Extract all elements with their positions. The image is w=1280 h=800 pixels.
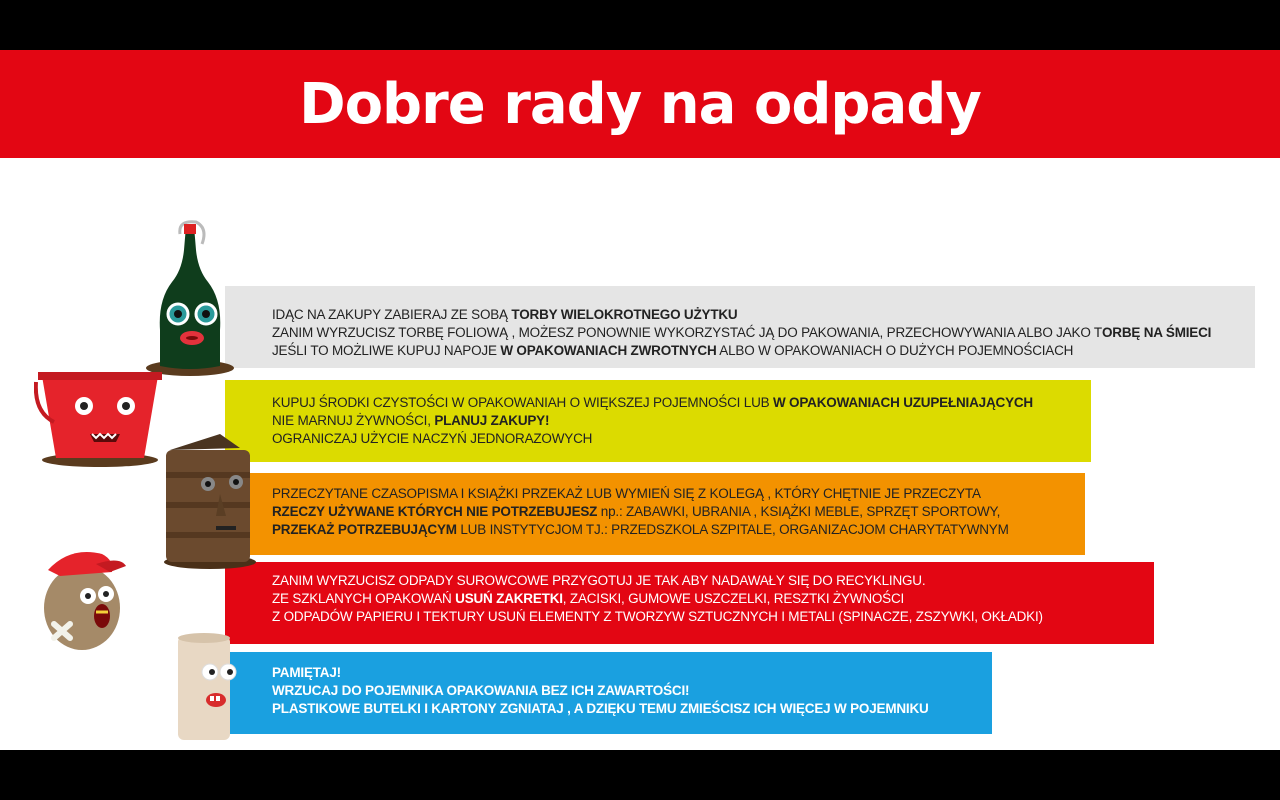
tip-text xyxy=(272,572,1043,626)
tip-line: PRZEKAŻ POTRZEBUJĄCYM LUB INSTYTYCJOM TJ.: PRZEDSZKOLA SZPITALE, ORGANIZACJOM CHARYTATYWNYM xyxy=(272,522,1009,537)
tip-line: PLASTIKOWE BUTELKI I KARTONY ZGNIATAJ , A DZIĘKU TEMU ZMIEŚCISZ ICH WIĘCEJ W POJEMNIKU xyxy=(272,701,929,716)
title-bar xyxy=(0,50,1280,158)
tip-text xyxy=(272,394,1033,448)
tip-line: ZANIM WYRZUCISZ TORBĘ FOLIOWĄ , MOŻESZ PONOWNIE WYKORZYSTAĆ JĄ DO PAKOWANIA, PRZECHOWYWANIA ALBO JAKO TORBĘ NA ŚMIECI xyxy=(272,325,1212,340)
bucket-character-icon xyxy=(34,362,166,468)
tip-text xyxy=(272,306,1211,360)
tip-text xyxy=(272,664,929,718)
tip-line: ZANIM WYRZUCISZ ODPADY SUROWCOWE PRZYGOTUJ JE TAK ABY NADAWAŁY SIĘ DO RECYKLINGU. xyxy=(272,573,926,588)
tip-line: JEŚLI TO MOŻLIWE KUPUJ NAPOJE W OPAKOWANIACH ZWROTNYCH ALBO W OPAKOWANIACH O DUŻYCH POJEMNOŚCIACH xyxy=(272,343,1074,358)
tip-line: Z ODPADÓW PAPIERU I TEKTURY USUŃ ELEMENTY Z TWORZYW SZTUCZNYCH I METALI (SPINACZE, ZSZYWKI, OKŁADKI) xyxy=(272,609,1043,624)
tip-line: RZECZY UŻYWANE KTÓRYCH NIE POTRZEBUJESZ np.: ZABAWKI, UBRANIA , KSIĄŻKI MEBLE, SPRZĘT SPORTOWY, xyxy=(272,504,1001,519)
tip-line: PRZECZYTANE CZASOPISMA I KSIĄŻKI PRZEKAŻ LUB WYMIEŃ SIĘ Z KOLEGĄ , KTÓRY CHĘTNIE JE PRZECZYTA xyxy=(272,486,981,501)
slide xyxy=(0,50,1280,750)
tip-line: PAMIĘTAJ! xyxy=(272,665,341,680)
tip-line: OGRANICZAJ UŻYCIE NACZYŃ JEDNORAZOWYCH xyxy=(272,431,593,446)
tip-band-recycling xyxy=(225,562,1154,644)
tip-line: NIE MARNUJ ŻYWNOŚCI, PLANUJ ZAKUPY! xyxy=(272,413,550,428)
tip-band-cleaning xyxy=(225,380,1091,462)
tin-can-character-icon xyxy=(160,432,260,570)
tube-character-icon xyxy=(172,632,242,744)
tip-band-reuse xyxy=(225,473,1085,555)
slide-title: Dobre rady na odpady xyxy=(299,72,981,137)
tip-line: KUPUJ ŚRODKI CZYSTOŚCI W OPAKOWANIAH O WIĘKSZEJ POJEMNOŚCI LUB W OPAKOWANIACH UZUPEŁNIAJĄCYCH xyxy=(272,395,1033,410)
potato-character-icon xyxy=(40,542,130,654)
tip-band-shopping-bags xyxy=(225,286,1255,368)
tip-band-remember xyxy=(225,652,992,734)
tip-line: WRZUCAJ DO POJEMNIKA OPAKOWANIA BEZ ICH ZAWARTOŚCI! xyxy=(272,683,690,698)
bottle-character-icon xyxy=(140,220,240,376)
tip-line: IDĄC NA ZAKUPY ZABIERAJ ZE SOBĄ TORBY WIELOKROTNEGO UŻYTKU xyxy=(272,307,738,322)
tip-line: ZE SZKLANYCH OPAKOWAŃ USUŃ ZAKRETKI, ZACISKI, GUMOWE USZCZELKI, RESZTKI ŻYWNOŚCI xyxy=(272,591,905,606)
tip-text xyxy=(272,485,1009,539)
